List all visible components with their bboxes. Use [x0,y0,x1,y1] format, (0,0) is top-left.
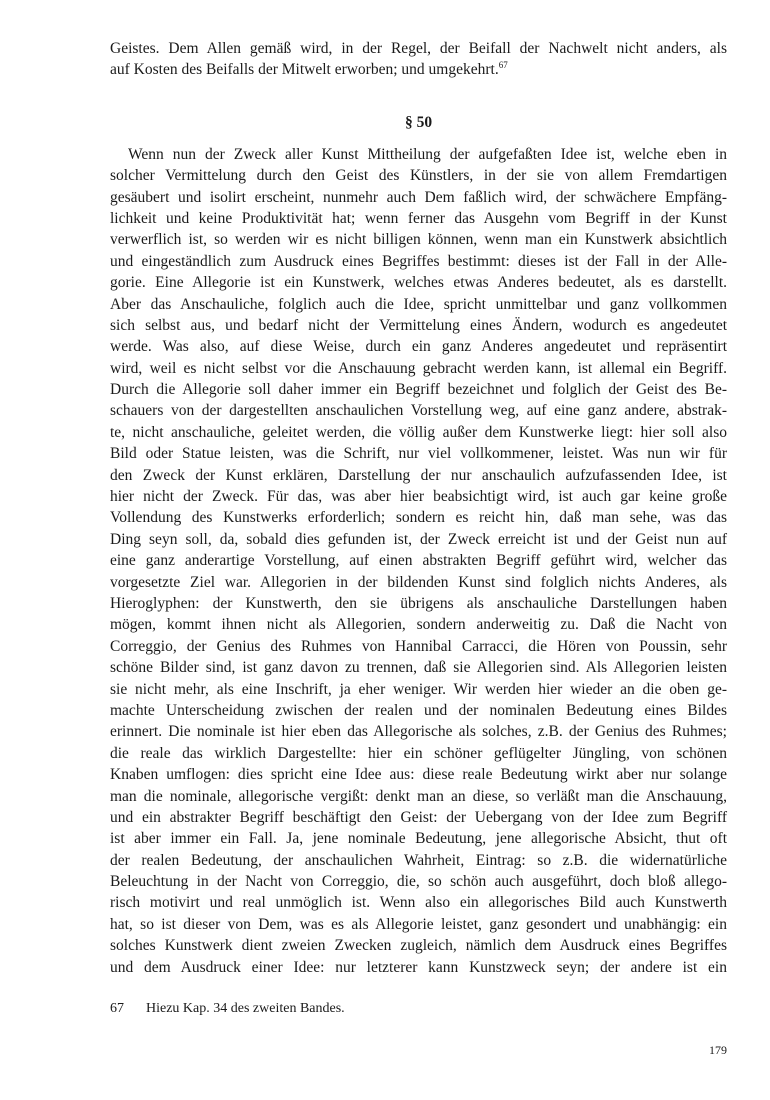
top-paragraph [110,38,727,81]
body-line: sich selbst aus, und bedarf nicht der Vermittelung eines Ändern, wodurch es angedeutet [110,316,727,334]
text-line: Geistes. Dem Allen gemäß wird, in der Regel, der Beifall der Nachwelt nicht anders, als [110,40,727,57]
body-line: gorie. Eine Allegorie ist ein Kunstwerk, welches etwas Anderes bedeutet, als es darstellt. [110,274,727,292]
body-line: Durch die Allegorie soll daher immer ein Begriff bezeichnet und folglich der Geist des Be- [110,381,727,399]
body-line: Wenn nun der Zweck aller Kunst Mittheilung der aufgefaßten Idee ist, welche eben in [128,145,727,163]
body-line: und ein abstrakter Begriff beschäftigt den Geist: der Uebergang von der Idee zum Begriff [110,808,727,826]
body-line: solches Kunstwerk dient zweien Zwecken zugleich, nämlich dem Ausdruck eines Begriffes [110,937,727,955]
body-line: te, nicht anschauliche, geleitet werden, die völlig außer dem Kunstwerke liegt: hier soll also [110,423,727,441]
body-line: Correggio, der Genius des Ruhmes von Hannibal Carracci, die Hören von Poussin, sehr [110,637,727,655]
body-line: wird, weil es nicht selbst vor die Anschauung gebracht werden kann, ist allemal ein Begriff. [110,359,727,377]
body-line: machte Unterscheidung zwischen der realen und der nominalen Bedeutung eines Bildes [110,701,727,719]
text-line: auf Kosten des Beifalls der Mitwelt erworben; und umgekehrt. [110,61,499,79]
body-line: Knaben umflogen: dies spricht eine Idee aus: diese reale Bedeutung wirkt aber nur solange [110,766,727,784]
body-line: Hieroglyphen: der Kunstwerth, den sie übrigens als anschauliche Darstellungen haben [110,594,727,612]
section-heading: § 50 [404,113,433,131]
body-line: und eingeständlich zum Ausdruck eines Begriffes bestimmt: dieses ist der Fall in der Alle- [110,252,727,270]
body-line: erinnert. Die nominale ist hier eben das Allegorische als solches, z.B. der Genius des Ruhmes; [110,723,727,741]
body-line: risch motivirt und real unmöglich ist. Wenn also ein allegorisches Bild auch Kunstwerth [110,894,727,912]
page-number: 179 [709,1043,727,1057]
body-line: den Zweck der Kunst erklären, Darstellung der nur anschaulich aufzufassenden Idee, ist [110,466,727,484]
body-line: man die nominale, allegorische vergißt: denkt man an diese, so verläßt man die Anschauung, [110,787,727,805]
body-line: hat, so ist dieser von Dem, was es als Allegorie leistet, ganz gesondert und unabhängig: ein [110,915,727,933]
body-line: der realen Bedeutung, der anschaulichen Wahrheit, Eintrag: so z.B. die widernatürliche [110,851,727,869]
body-line: schauers von der dargestellten anschaulichen Vorstellung weg, auf eine ganz andere, abstrak- [110,402,727,420]
body-line: mögen, kommt ihnen nicht als Allegorien, sondern anderweitig zu. Daß die Nacht von [110,616,727,634]
body-line: sie nicht mehr, als eine Inschrift, ja eher weniger. Wir werden hier wieder an die oben ge- [110,680,727,698]
page-body [110,38,727,978]
body-paragraph [110,144,727,978]
footnote-reference[interactable]: 67 [498,60,508,71]
body-line: hier nicht der Zweck. Für das, was aber hier beabsichtigt wird, ist auch gar keine große [110,488,727,506]
body-line: die reale das wirklich Dargestellte: hier ein schöner geflügelter Jüngling, von schönen [110,744,727,762]
body-line: werde. Was also, auf diese Weise, durch ein ganz Anderes angedeutet und repräsentirt [110,338,727,356]
body-line: Ding seyn soll, da, sobald dies gefunden ist, der Zweck erreicht ist und der Geist nun auf [110,530,727,548]
body-line: gesäubert und isolirt erscheint, nunmehr auch Dem faßlich wird, der schwächere Empfäng- [110,188,727,206]
body-line: schöne Bilder sind, ist ganz davon zu trennen, daß sie Allegorien sind. Als Allegorien leisten [110,659,727,677]
text-line-with-footnote [110,59,727,80]
body-line: und dem Ausdruck einer Idee: nur letzterer kann Kunstzweck seyn; der andere ist ein [110,958,727,976]
body-line: lichkeit und keine Produktivität hat; wenn ferner das Ausgehn vom Begriff in der Kunst [110,209,727,227]
body-line: vorgesetzte Ziel war. Allegorien in der bildenden Kunst sind folglich nichts Anderes, als [110,573,727,591]
footnote-number: 67 [110,1001,124,1016]
body-line: Beleuchtung in der Nacht von Correggio, die, so schön auch ausgeführt, doch bloß allego- [110,873,727,891]
body-line: eine ganz anderartige Vorstellung, auf einen abstrakten Begriff geführt wird, welcher das [110,552,727,570]
footnote [110,1001,345,1017]
body-line: Aber das Anschauliche, folglich auch die Idee, spricht unmittelbar und ganz vollkommen [110,295,727,313]
body-line: Vollendung des Kunstwerks erforderlich; sondern es reicht hin, daß man sehe, was das [110,509,727,527]
body-line: solcher Vermittelung durch den Geist des Künstlers, in der sie von allem Fremdartigen [110,167,727,185]
body-line: Bild oder Statue leisten, was die Schrift, nur viel vollkommener, leistet. Was nun wir für [110,445,727,463]
body-line: verwerflich ist, so werden wir es nicht billigen können, wenn man ein Kunstwerk absichtlich [110,231,727,249]
body-line: ist aber immer ein Fall. Ja, jene nominale Bedeutung, jene allegorische Absicht, thut oft [110,830,727,848]
footnote-text: Hiezu Kap. 34 des zweiten Bandes. [146,1001,345,1016]
